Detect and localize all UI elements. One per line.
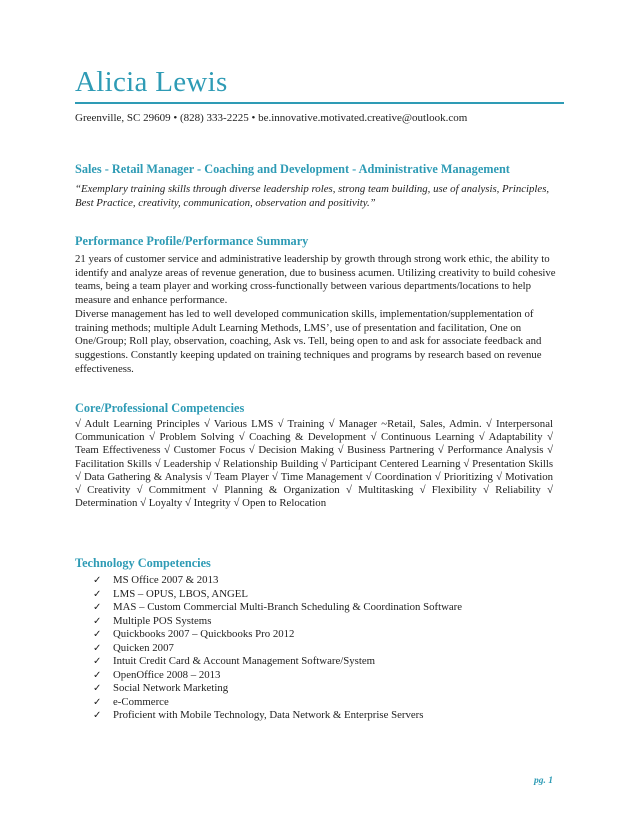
contact-line: Greenville, SC 29609 • (828) 333-2225 • be.innovative.motivated.creative@outlook.com bbox=[75, 112, 468, 124]
profile-paragraph-2: Diverse management has led to well developed communication skills, implementation/supplementation of training methods; multiple Adult Learning Methods, LMS’, use of presentation and facilitation, One on One/Group; Roll play, observation, coaching, Ask vs. Tell, being open to and ask for associate feedback and suggestions. Constantly keeping updated on training techniques and programs by research based on revenue effectiveness. bbox=[75, 308, 542, 375]
technology-item-label: LMS – OPUS, LBOS, ANGEL bbox=[113, 587, 248, 600]
header-divider bbox=[75, 102, 564, 104]
competency-item: √ Flexibility bbox=[419, 484, 477, 497]
competency-item: √ Motivation bbox=[496, 470, 554, 483]
competency-item: √ Team Effectiveness bbox=[75, 431, 553, 457]
technology-item-label: MAS – Custom Commercial Multi-Branch Scheduling & Coordination Software bbox=[113, 601, 463, 613]
competency-item: √ Participant Centered Learning bbox=[321, 457, 461, 470]
competency-item: √ Interpersonal Communication bbox=[75, 418, 553, 444]
technology-item-label: Quickbooks 2007 – Quickbooks Pro 2012 bbox=[113, 628, 295, 640]
competency-item: √ Business Partnering bbox=[337, 444, 435, 457]
headline-title: Sales - Retail Manager - Coaching and Development - Administrative Management bbox=[75, 162, 510, 176]
competency-item: √ Performance Analysis bbox=[437, 444, 544, 457]
checkmark-icon: ✓ bbox=[93, 642, 102, 654]
technology-item-label: Intuit Credit Card & Account Management Software/System bbox=[113, 655, 376, 667]
checkmark-icon: ✓ bbox=[93, 615, 102, 627]
technology-item-label: OpenOffice 2008 – 2013 bbox=[113, 668, 221, 681]
competency-item: √ Coordination bbox=[365, 470, 432, 483]
competency-item: √ Planning & Organization bbox=[212, 484, 340, 497]
competency-item: √ Time Management bbox=[271, 470, 363, 483]
competency-item: √ Customer Focus bbox=[164, 444, 246, 457]
competency-item: √ Loyalty bbox=[140, 497, 183, 510]
technology-item-label: Social Network Marketing bbox=[113, 682, 229, 694]
competency-item: √ Relationship Building bbox=[214, 457, 319, 470]
checkmark-icon: ✓ bbox=[93, 588, 102, 600]
competency-item: √ Open to Relocation bbox=[233, 497, 327, 510]
technology-item-label: Proficient with Mobile Technology, Data Network & Enterprise Servers bbox=[113, 709, 424, 721]
competency-item: √ Commitment bbox=[136, 484, 206, 497]
checkmark-icon: ✓ bbox=[93, 669, 102, 681]
competency-item: √ Presentation Skills bbox=[463, 457, 554, 470]
competency-item: √ Facilitation Skills bbox=[75, 444, 554, 470]
competency-item: √ Integrity bbox=[185, 497, 231, 510]
competencies-heading: Core/Professional Competencies bbox=[75, 401, 245, 415]
candidate-name: Alicia Lewis bbox=[75, 66, 228, 98]
checkmark-icon: ✓ bbox=[93, 575, 102, 586]
competency-item: √ Training bbox=[277, 418, 325, 430]
competency-item: √ Team Player bbox=[205, 470, 269, 483]
competency-item: √ Multitasking bbox=[345, 484, 414, 497]
competency-item: √ Adult Learning Principles bbox=[75, 418, 200, 430]
technology-item-label: e-Commerce bbox=[113, 695, 169, 708]
profile-heading: Performance Profile/Performance Summary bbox=[75, 234, 309, 248]
competency-item: √ Determination bbox=[75, 484, 554, 510]
competency-item: √ Manager ~Retail, Sales, Admin. bbox=[328, 418, 482, 430]
competency-item: √ Coaching & Development bbox=[238, 431, 367, 444]
checkmark-icon: ✓ bbox=[93, 710, 102, 721]
competency-item: √ Prioritizing bbox=[434, 470, 493, 483]
competencies-list bbox=[75, 418, 553, 510]
technology-item-label: Quicken 2007 bbox=[113, 641, 174, 654]
competency-item: √ Reliability bbox=[483, 484, 541, 497]
competency-item: √ Continuous Learning bbox=[370, 431, 475, 444]
competency-item: √ Adaptability bbox=[478, 431, 543, 444]
competency-item: √ Problem Solving bbox=[149, 431, 235, 444]
competency-item: √ Data Gathering & Analysis bbox=[75, 470, 203, 483]
technology-heading: Technology Competencies bbox=[75, 556, 211, 570]
checkmark-icon: ✓ bbox=[93, 656, 102, 667]
competency-item: √ Various LMS bbox=[203, 418, 274, 430]
technology-item-label: MS Office 2007 & 2013 bbox=[113, 574, 219, 586]
checkmark-icon: ✓ bbox=[93, 602, 102, 613]
profile-paragraph-1: 21 years of customer service and administrative leadership by growth through strong work ethic, the ability to identify and analyze areas of revenue generation, due to business acumen. Utilizing creativity to build cohesive teams, being a team player and working cross-functionally between various departments/locations to help measure and enhance performance. bbox=[75, 253, 556, 307]
checkmark-icon: ✓ bbox=[93, 696, 102, 708]
technology-item-label: Multiple POS Systems bbox=[113, 614, 212, 627]
competency-item: √ Leadership bbox=[154, 457, 212, 470]
checkmark-icon: ✓ bbox=[93, 683, 102, 694]
competency-item: √ Creativity bbox=[75, 484, 131, 497]
competency-item: √ Decision Making bbox=[248, 444, 334, 457]
headline-quote: “Exemplary training skills through diverse leadership roles, strong team building, use of analysis, Principles, Best Practice, creativity, communication, observation and positivity.” bbox=[75, 183, 550, 210]
page-number: pg. 1 bbox=[534, 776, 553, 786]
checkmark-icon: ✓ bbox=[93, 629, 102, 640]
